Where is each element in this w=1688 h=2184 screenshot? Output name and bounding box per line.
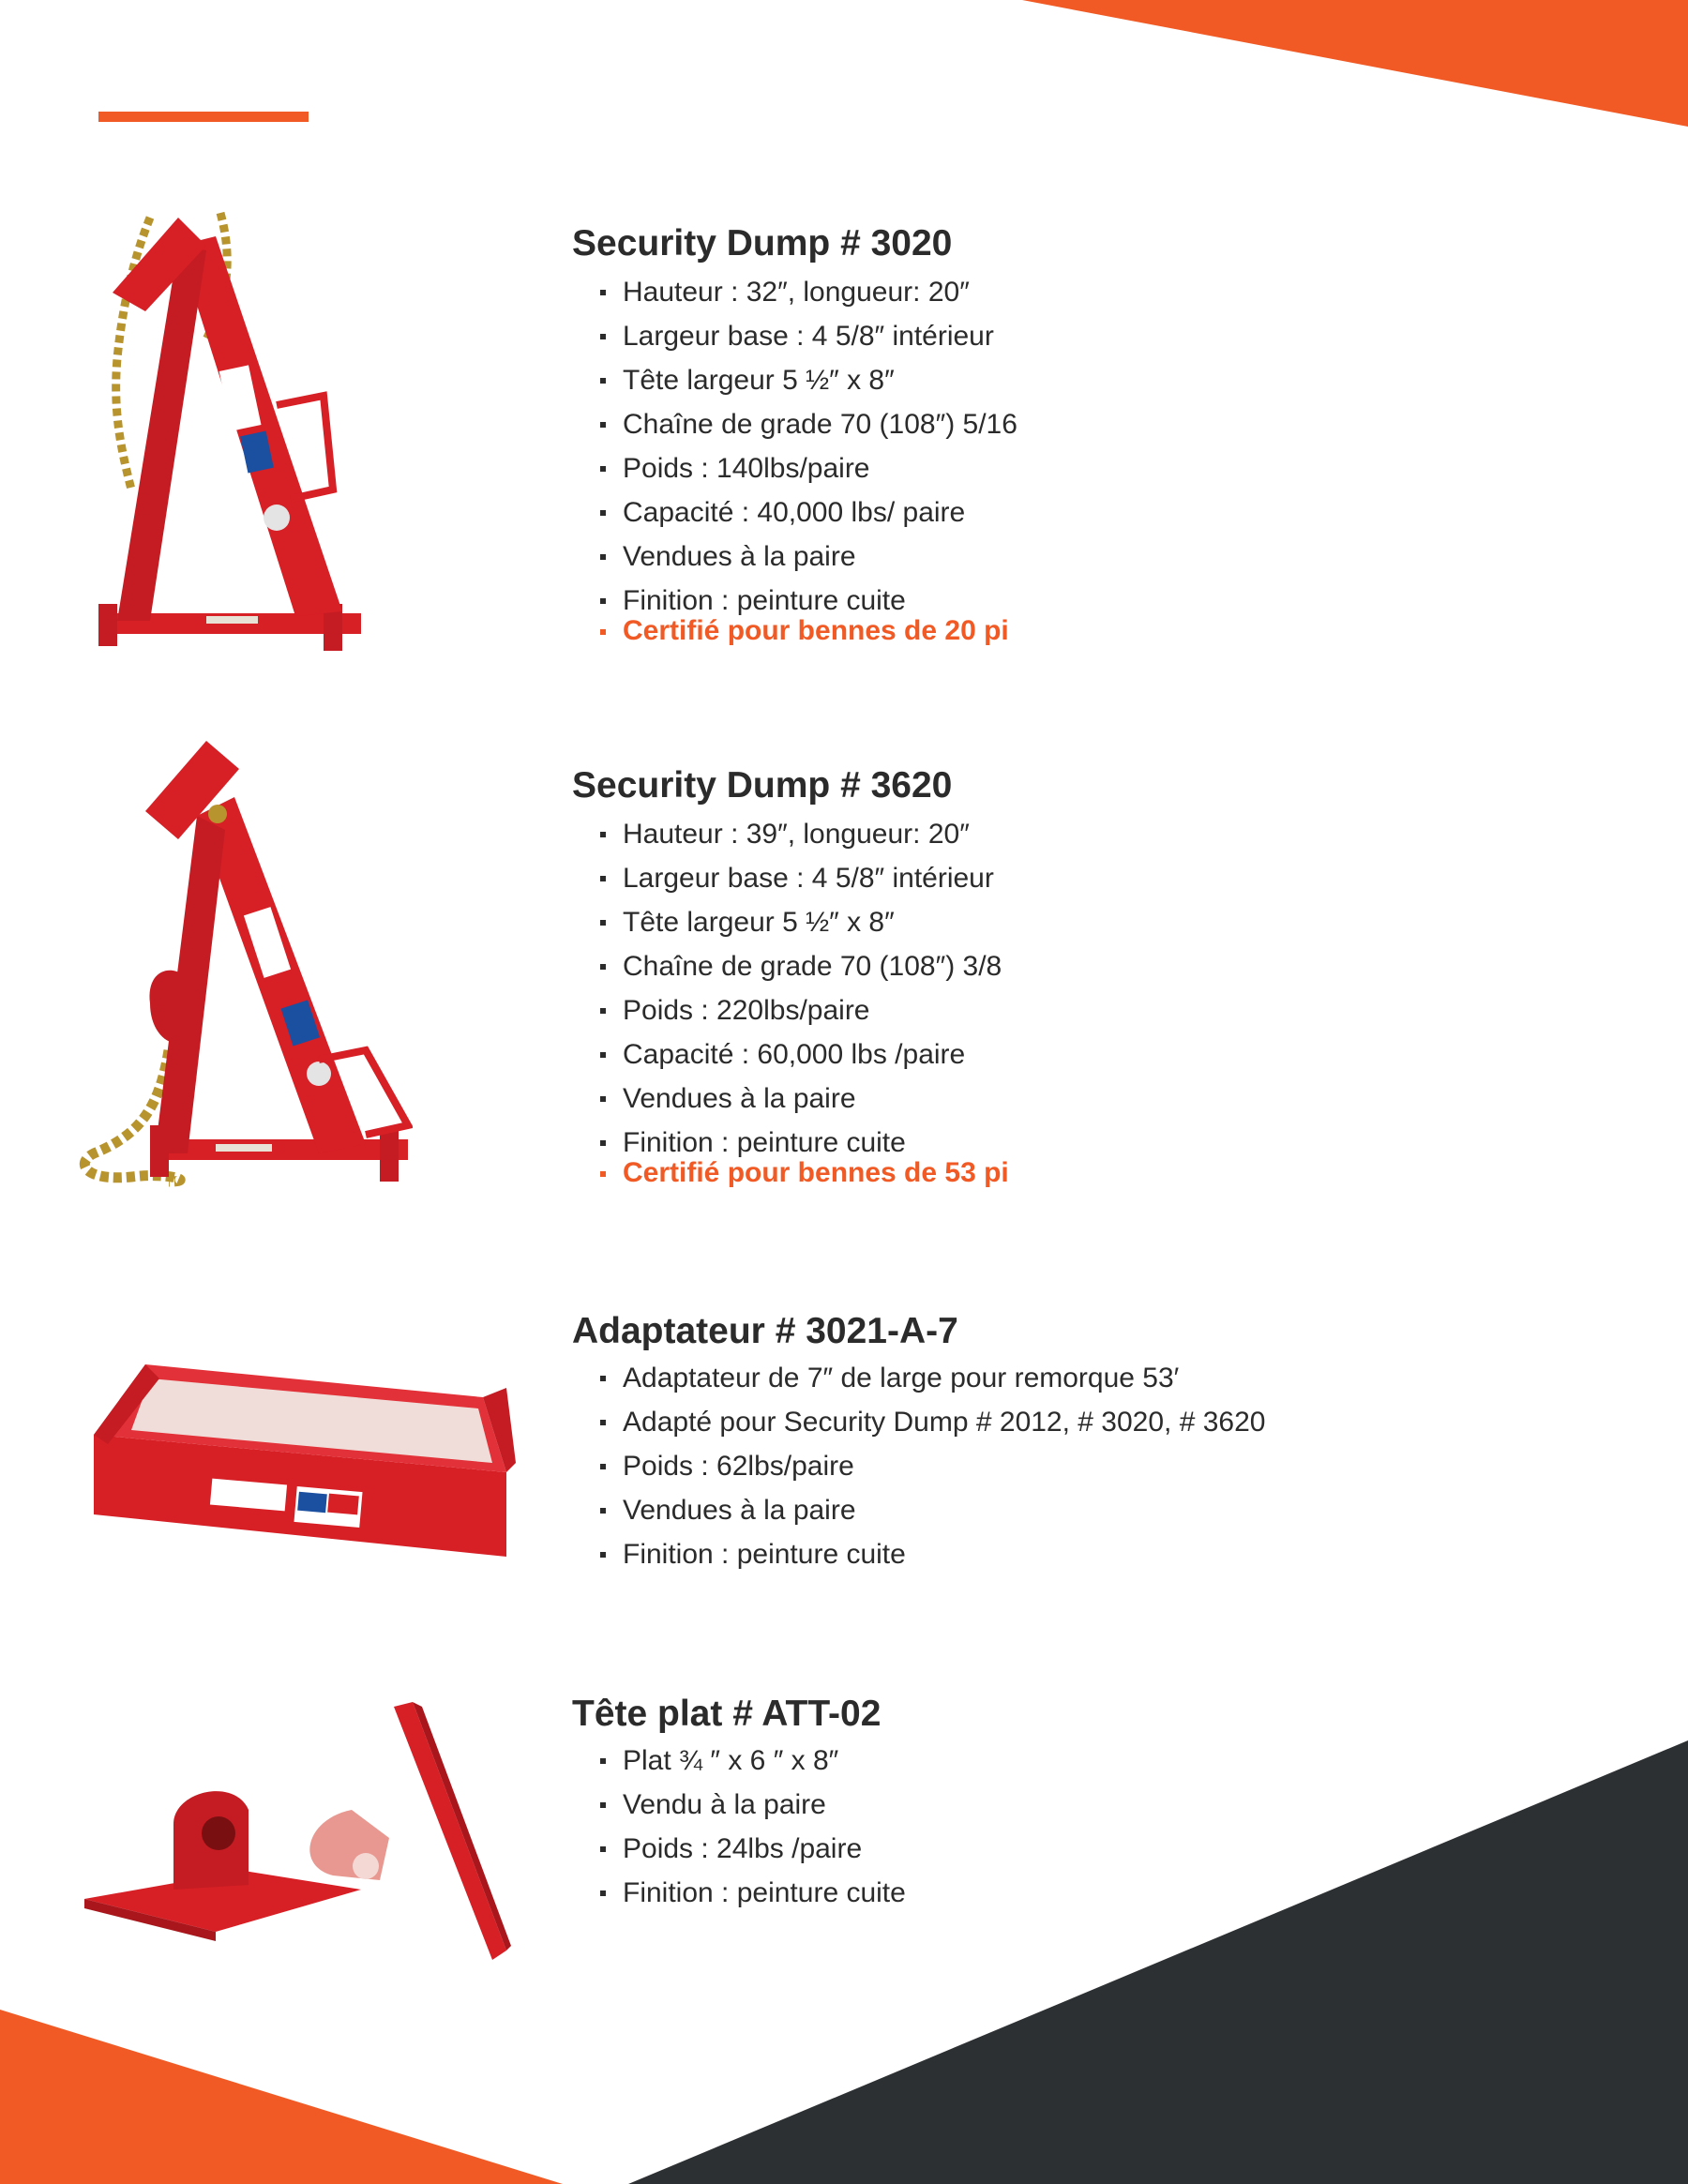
certification-note: Certifié pour bennes de 20 pi	[598, 615, 1017, 647]
spec-item: Poids : 24lbs /paire	[598, 1827, 906, 1871]
certification-note: Certifié pour bennes de 53 pi	[598, 1157, 1009, 1189]
spec-item: Vendu à la paire	[598, 1783, 906, 1827]
spec-list	[598, 1356, 1265, 1576]
spec-item: Poids : 220lbs/paire	[598, 988, 1009, 1032]
spec-item: Vendues à la paire	[598, 1077, 1009, 1121]
spec-item: Capacité : 40,000 lbs/ paire	[598, 490, 1017, 535]
spec-item: Capacité : 60,000 lbs /paire	[598, 1032, 1009, 1077]
spec-item: Chaîne de grade 70 (108″) 3/8	[598, 944, 1009, 988]
spec-item: Finition : peinture cuite	[598, 579, 1017, 623]
top-right-orange-band	[1022, 0, 1688, 127]
spec-item: Poids : 62lbs/paire	[598, 1444, 1265, 1488]
spec-item: Finition : peinture cuite	[598, 1532, 1265, 1576]
spec-item: Finition : peinture cuite	[598, 1871, 906, 1915]
spec-item: Adaptateur de 7″ de large pour remorque 53′	[598, 1356, 1265, 1400]
spec-list	[598, 1739, 906, 1915]
product-title: Tête plat # ATT-02	[572, 1694, 882, 1734]
spec-item: Plat ¾ ″ x 6 ″ x 8″	[598, 1739, 906, 1783]
product-title: Adaptateur # 3021-A-7	[572, 1311, 958, 1351]
spec-item: Vendues à la paire	[598, 535, 1017, 579]
spec-item: Largeur base : 4 5/8″ intérieur	[598, 856, 1009, 900]
security-dump-3620-image	[56, 741, 413, 1228]
spec-item: Chaîne de grade 70 (108″) 5/16	[598, 402, 1017, 446]
product-title: Security Dump # 3620	[572, 765, 953, 806]
spec-item: Hauteur : 39″, longueur: 20″	[598, 812, 1009, 856]
spec-list	[598, 812, 1009, 1189]
spec-item: Tête largeur 5 ½″ x 8″	[598, 900, 1009, 944]
spec-item: Hauteur : 32″, longueur: 20″	[598, 270, 1017, 314]
spec-item: Adapté pour Security Dump # 2012, # 3020, # 3620	[598, 1400, 1265, 1444]
spec-list	[598, 270, 1017, 647]
product-title: Security Dump # 3020	[572, 223, 953, 264]
security-dump-3020-image	[94, 208, 375, 677]
spec-item: Tête largeur 5 ½″ x 8″	[598, 358, 1017, 402]
accent-rule	[98, 112, 309, 122]
spec-item: Vendues à la paire	[598, 1488, 1265, 1532]
spec-item: Finition : peinture cuite	[598, 1121, 1009, 1165]
adapter-3021-a-7-image	[66, 1350, 535, 1575]
spec-item: Largeur base : 4 5/8″ intérieur	[598, 314, 1017, 358]
bottom-left-orange-band	[0, 2010, 563, 2184]
spec-item: Poids : 140lbs/paire	[598, 446, 1017, 490]
flat-head-att-02-image	[80, 1688, 511, 1969]
